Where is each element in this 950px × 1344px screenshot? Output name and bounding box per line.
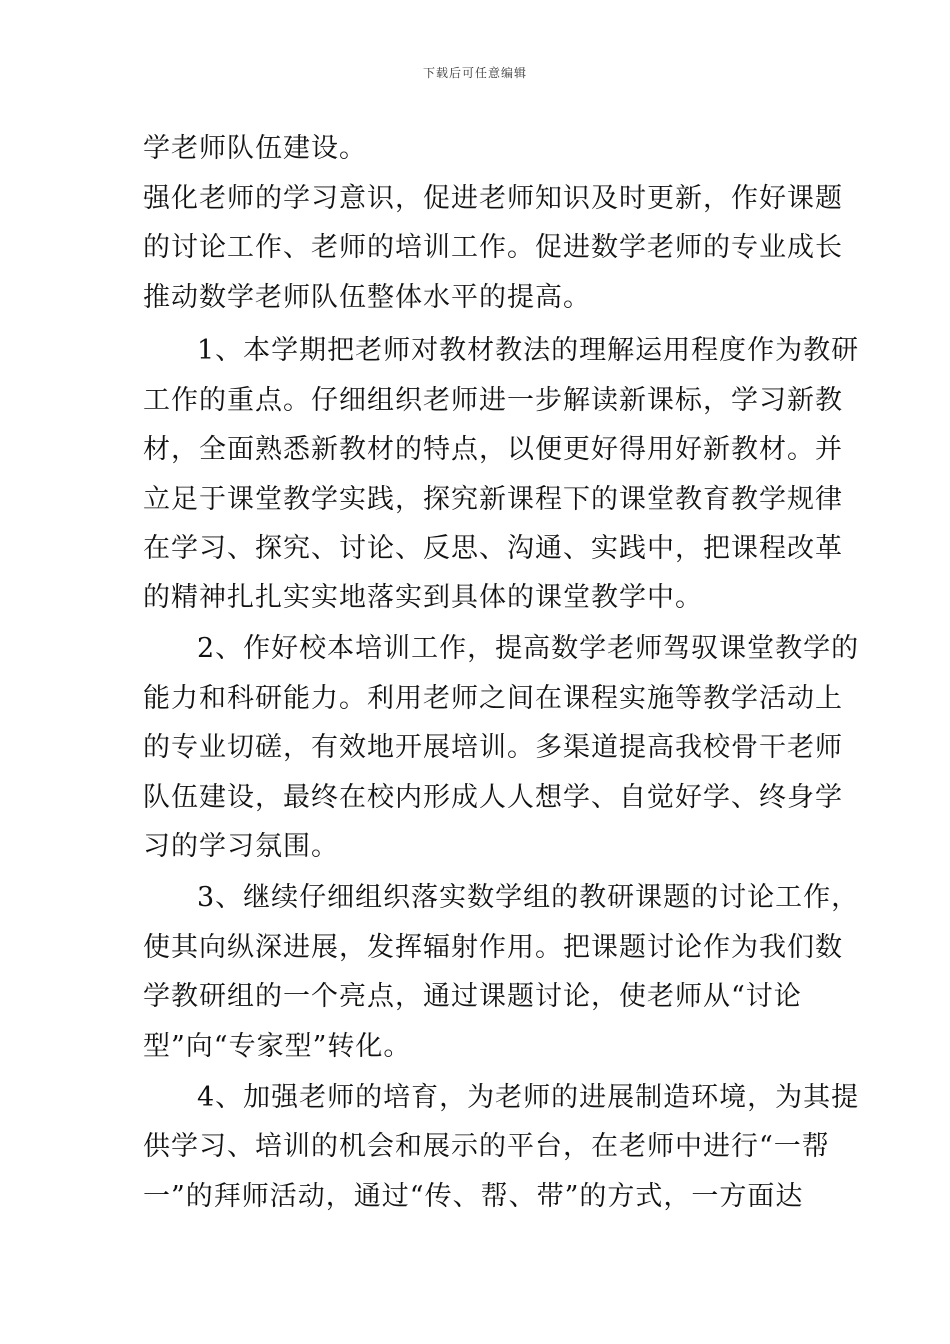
text-line-6: 工作的重点。仔细组织老师进一步解读新课标，学习新教	[143, 385, 843, 416]
text-line-10: 的精神扎扎实实地落实到具体的课堂教学中。	[143, 582, 703, 613]
text-line-15: 习的学习氛围。	[143, 831, 339, 862]
text-line-21: 供学习、培训的机会和展示的平台，在老师中进行“一帮	[143, 1131, 830, 1162]
text-line-3: 的讨论工作、老师的培训工作。促进数学老师的专业成长	[143, 232, 843, 263]
text-line-22: 一”的拜师活动，通过“传、帮、带”的方式，一方面达	[143, 1181, 804, 1212]
text-line-16: 3、继续仔细组织落实数学组的教研课题的讨论工作，	[197, 882, 860, 913]
text-line-20: 4、加强老师的培育，为老师的进展制造环境，为其提	[197, 1082, 860, 1113]
text-line-12: 能力和科研能力。利用老师之间在课程实施等教学活动上	[143, 683, 843, 714]
text-line-7: 材，全面熟悉新教材的特点，以便更好得用好新教材。并	[143, 434, 843, 465]
text-line-17: 使其向纵深进展，发挥辐射作用。把课题讨论作为我们数	[143, 932, 843, 963]
text-line-5: 1、本学期把老师对教材教法的理解运用程度作为教研	[197, 335, 860, 366]
text-line-18: 学教研组的一个亮点，通过课题讨论，使老师从“讨论	[143, 981, 802, 1012]
text-line-11: 2、作好校本培训工作，提高数学老师驾驭课堂教学的	[197, 633, 860, 664]
text-line-13: 的专业切磋，有效地开展培训。多渠道提高我校骨干老师	[143, 732, 843, 763]
text-line-19: 型”向“专家型”转化。	[143, 1031, 412, 1062]
text-line-2: 强化老师的学习意识，促进老师知识及时更新，作好课题	[143, 183, 843, 214]
text-line-1: 学老师队伍建设。	[143, 133, 367, 164]
text-line-8: 立足于课堂教学实践，探究新课程下的课堂教育教学规律	[143, 484, 843, 515]
page-header: 下载后可任意编辑	[422, 66, 527, 80]
text-line-14: 队伍建设，最终在校内形成人人想学、自觉好学、终身学	[143, 782, 843, 813]
text-line-4: 推动数学老师队伍整体水平的提高。	[143, 282, 591, 313]
text-line-9: 在学习、探究、讨论、反思、沟通、实践中，把课程改革	[143, 533, 843, 564]
